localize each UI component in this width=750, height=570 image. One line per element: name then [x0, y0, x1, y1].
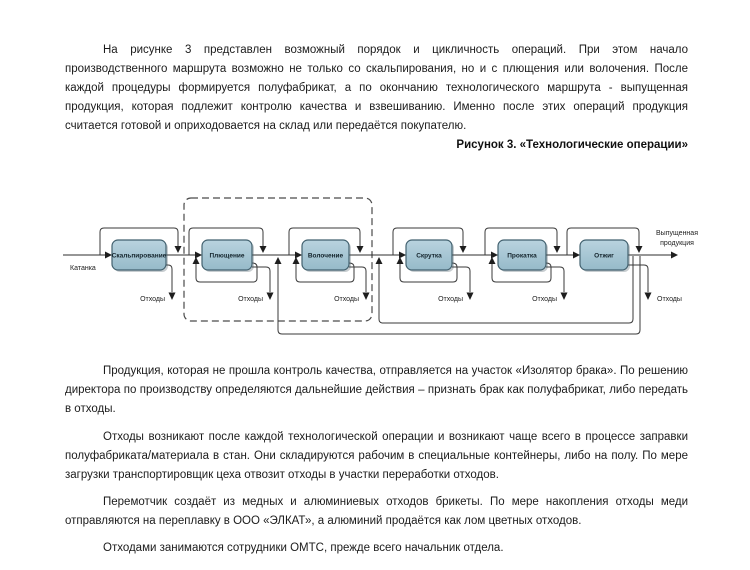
input-label: Катанка: [70, 265, 96, 272]
waste-label-4: Отходы: [438, 296, 463, 303]
waste-label-1: Отходы: [140, 296, 165, 303]
figure-caption: Рисунок 3. «Технологические операции»: [456, 139, 688, 151]
process-node-2-label: Плющение: [209, 252, 245, 260]
waste-line-5: [546, 267, 564, 292]
process-node-6-label: Отжиг: [594, 252, 614, 260]
process-diagram: [0, 185, 750, 360]
process-node-3-label: Волочение: [307, 252, 344, 260]
output-label-line2: продукция: [660, 240, 694, 247]
waste-line-3: [349, 267, 366, 292]
paragraph-waste-origin: Отходы возникают после каждой технологической операции и возникают чаще всего в процессе заправки полуфабриката/материала в стан. Они складируются рабочим в специальные контейнеры, либо на полу. По мере загрузки транспортировщик цеха отвозит отходы в участки переработки отходов.: [65, 431, 688, 481]
waste-line-6: [628, 265, 648, 292]
process-node-4-label: Скрутка: [416, 252, 442, 260]
process-node-5-label: Прокатка: [507, 252, 537, 260]
waste-label-2: Отходы: [238, 296, 263, 303]
waste-label-6: Отходы: [657, 296, 682, 303]
paragraph-omts: Отходами занимаются сотрудники ОМТС, прежде всего начальник отдела.: [103, 542, 504, 554]
document-page: [65, 41, 698, 558]
process-node-1-label: Скальпирование: [111, 252, 167, 260]
paragraph-quality-control: Продукция, которая не прошла контроль качества, отправляется на участок «Изолятор брака». По решению директора по производству определяются дальнейшие действия – признать брак как полуфабрикат, либо передать в отходы.: [65, 365, 688, 415]
output-arrow: [671, 252, 678, 259]
process-diagram-svg: [0, 185, 750, 360]
waste-line-4: [452, 267, 470, 292]
output-label-line1: Выпущенная: [656, 230, 698, 237]
waste-label-3: Отходы: [334, 296, 359, 303]
paragraph-intro: На рисунке 3 представлен возможный порядок и цикличность операций. При этом начало производственного маршрута возможно не только со скальпирования, но и с плющения или волочения. После каждой процедуры формируется полуфабрикат, а по окончанию технологического маршрута - выпущенная продукция, которая подлежит контролю качества и взвешиванию. Именно после этих операций продукция считается готовой и оприходовается на склад или передаётся покупателю.: [65, 44, 688, 132]
waste-line-2: [252, 267, 270, 292]
waste-label-5: Отходы: [532, 296, 557, 303]
paragraph-briquettes: Перемотчик создаёт из медных и алюминиевых отходов брикеты. По мере накопления отходы меди отправляются на переплавку в ООО «ЭЛКАТ», а алюминий продаётся как лом цветных отходов.: [65, 496, 688, 527]
